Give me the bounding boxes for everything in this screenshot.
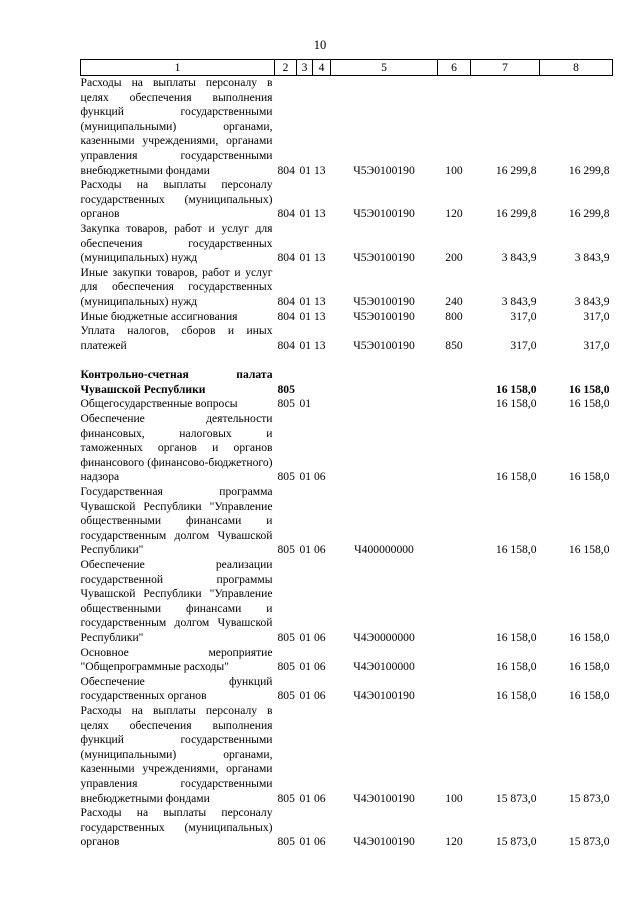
row-sum-1: 16 158,0 [495,382,537,396]
row-sum-1: 3 843,9 [501,294,537,308]
row-name: Иные закупки товаров, работ и услуг для обеспечения государственных (муниципальных) нужд [80,265,273,308]
budget-table [80,59,613,850]
row-target-code: Ч4Э0000000 [353,630,415,644]
row-expense-type: 200 [445,251,463,265]
row-ved: 805 [277,835,295,849]
row-target-code: Ч5Э0100190 [353,251,415,265]
row-sum-2: 3 843,9 [574,294,610,308]
row-target-code: Ч5Э0100190 [353,163,415,177]
row-expense-type: 850 [445,338,463,352]
row-target-code: Ч4Э0100190 [353,835,415,849]
column-header: 3 [297,60,313,76]
row-target-code: Ч5Э0100190 [353,294,415,308]
row-name: Контрольно-счетная палата Чувашской Республики [80,368,273,396]
row-ved: 805 [277,543,295,557]
row-ved: 805 [277,397,295,411]
row-name: Расходы на выплаты персоналу государственных (муниципальных) органов [80,178,273,221]
column-header: 4 [313,60,331,76]
row-section: 01 06 [299,543,326,557]
row-section: 01 13 [299,163,326,177]
row-expense-type: 120 [445,835,463,849]
row-sum-2: 16 158,0 [568,543,610,557]
row-expense-type [438,675,471,704]
row-sum-2: 317,0 [583,338,610,352]
row-sum-1: 3 843,9 [501,251,537,265]
row-section: 01 [299,397,312,411]
row-sum-2: 3 843,9 [574,251,610,265]
row-name: Обеспечение реализации государственной программы Чувашской Республики "Управление общественными финансами и государственным долгом Чувашской Республики" [80,558,273,644]
row-section: 01 13 [299,338,326,352]
row-sum-2: 16 158,0 [568,630,610,644]
row-ved: 805 [277,382,295,396]
row-name: Уплата налогов, сборов и иных платежей [80,324,273,352]
table-header-row [81,60,613,76]
row-expense-type: 800 [445,309,463,323]
row-sum-2: 16 158,0 [568,470,610,484]
row-section: 01 13 [299,207,326,221]
row-expense-type: 120 [445,207,463,221]
row-section: 01 06 [299,791,326,805]
row-section: 01 13 [299,309,326,323]
table-row [81,310,613,325]
row-ved: 804 [277,251,295,265]
row-name: Основное мероприятие "Общепрограммные расходы" [80,645,273,674]
row-expense-type [438,485,471,558]
row-section: 01 06 [299,630,326,644]
table-row [81,76,613,179]
row-sum-1: 16 158,0 [495,470,537,484]
row-sum-1: 317,0 [510,309,537,323]
table-row [81,806,613,850]
row-expense-type [438,397,471,412]
row-target-code [331,368,438,397]
table-row [81,324,613,353]
row-sum-2: 16 158,0 [568,689,610,703]
row-ved: 804 [277,163,295,177]
row-section: 01 06 [299,689,326,703]
table-row [81,397,613,412]
table-row [81,704,613,806]
row-target-code [331,412,438,485]
row-section: 01 06 [299,470,326,484]
row-target-code: Ч5Э0100190 [353,309,415,323]
column-header: 2 [275,60,297,76]
spacer-row [81,353,613,368]
row-target-code: Ч5Э0100190 [353,207,415,221]
row-ved: 805 [277,630,295,644]
row-expense-type [438,646,471,675]
table-row [81,558,613,646]
row-name: Расходы на выплаты персоналу в целях обеспечения выполнения функций государственными (муниципальными) органами, казенными учреждениями, органами управления государственными внебюджетными фондами [80,76,273,177]
column-header: 7 [471,60,540,76]
row-expense-type: 100 [445,163,463,177]
row-section: 01 13 [299,294,326,308]
row-target-code: Ч5Э0100190 [353,338,415,352]
row-name: Расходы на выплаты персоналу в целях обеспечения выполнения функций государственными (муниципальными) органами, казенными учреждениями, органами управления государственными внебюджетными фондами [80,703,273,805]
row-sum-1: 15 873,0 [495,791,537,805]
table-row [81,266,613,310]
row-expense-type [438,558,471,646]
row-ved: 805 [277,689,295,703]
row-name: Иные бюджетные ассигнования [80,309,238,323]
row-name: Общегосударственные вопросы [80,397,238,411]
row-ved: 804 [277,207,295,221]
column-header: 6 [438,60,471,76]
row-sum-2: 16 299,8 [568,207,610,221]
row-ved: 805 [277,470,295,484]
table-row [81,222,613,266]
row-sum-2: 15 873,0 [568,835,610,849]
row-target-code: Ч400000000 [354,543,414,557]
column-header: 1 [81,60,275,76]
row-expense-type [438,368,471,397]
row-section: 01 06 [299,660,326,674]
row-sum-1: 16 158,0 [495,397,537,411]
row-target-code [331,397,438,412]
row-name: Обеспечение функций государственных органов [80,674,273,703]
row-expense-type: 240 [445,294,463,308]
row-expense-type [438,412,471,485]
row-ved: 804 [277,294,295,308]
column-header: 8 [540,60,613,76]
row-sum-2: 16 299,8 [568,163,610,177]
table-row [81,368,613,397]
row-sum-2: 16 158,0 [568,382,610,396]
row-name: Государственная программа Чувашской Республики "Управление общественными финансами и государственным долгом Чувашской Республики" [80,485,273,557]
row-ved: 804 [277,338,295,352]
row-target-code: Ч4Э0100190 [353,791,415,805]
table-row [81,485,613,558]
row-sum-1: 317,0 [510,338,537,352]
row-sum-1: 15 873,0 [495,835,537,849]
row-sum-1: 16 158,0 [495,660,537,674]
row-sum-2: 16 158,0 [568,660,610,674]
row-sum-1: 16 158,0 [495,543,537,557]
column-header: 5 [331,60,438,76]
row-section: 01 06 [299,835,326,849]
row-sum-1: 16 158,0 [495,630,537,644]
row-target-code: Ч4Э0100000 [353,660,415,674]
row-sum-2: 15 873,0 [568,791,610,805]
table-row [81,646,613,675]
page-number: 10 [313,38,327,52]
table-row [81,675,613,704]
row-section [297,368,331,397]
table-row [81,178,613,222]
row-ved: 804 [277,309,295,323]
row-ved: 805 [277,660,295,674]
spacer-cell [81,353,613,368]
row-name: Обеспечение деятельности финансовых, налоговых и таможенных органов и органов финансового (финансово-бюджетного) надзора [80,412,273,484]
row-sum-1: 16 299,8 [495,163,537,177]
row-ved: 805 [277,791,295,805]
row-section: 01 13 [299,251,326,265]
row-sum-2: 317,0 [583,309,610,323]
row-target-code: Ч4Э0100190 [353,689,415,703]
row-name: Закупка товаров, работ и услуг для обеспечения государственных (муниципальных) нужд [80,221,273,265]
row-name: Расходы на выплаты персоналу государственных (муниципальных) органов [80,806,273,849]
row-expense-type: 100 [445,791,463,805]
table-row [81,412,613,485]
row-sum-1: 16 299,8 [495,207,537,221]
row-sum-1: 16 158,0 [495,689,537,703]
row-sum-2: 16 158,0 [568,397,610,411]
